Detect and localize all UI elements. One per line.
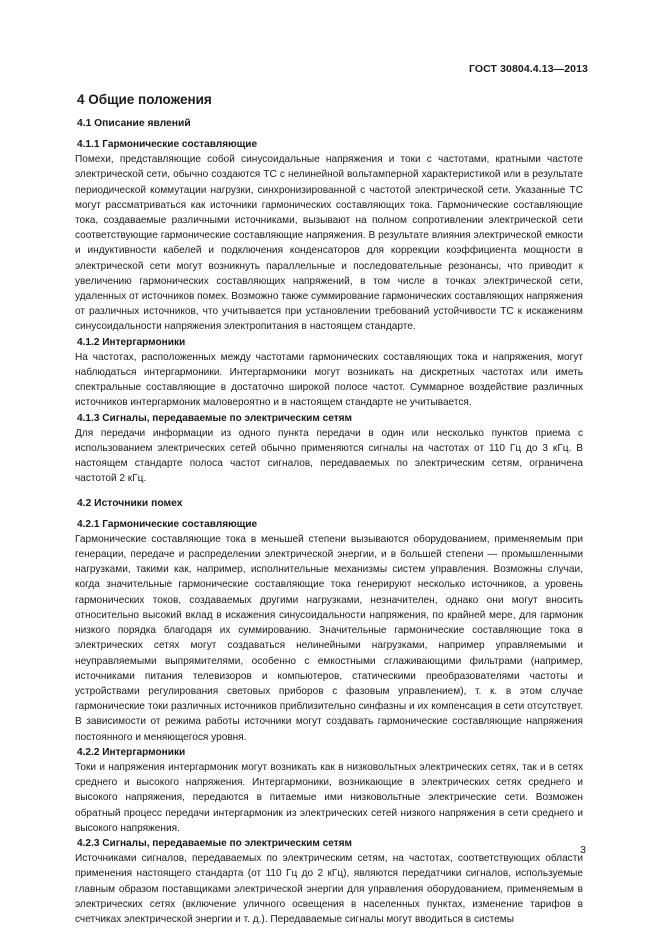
spacer (75, 487, 583, 496)
clause-heading-4-2-2: 4.2.2 Интергармоники (77, 746, 186, 758)
clause-text-4-2-1: Гармонические составляющие тока в меньшей степени вызываются оборудованием, применяемым при генерации, передаче и распределении электрической энергии, и в большей степени — промышленными нагрузками, такими как, например, исполнительные механизмы систем управления. Возможны случаи, когда значительные гармонические составляющие тока генерируют несколько источников, а уровень гармонических токов, создаваемых другими нагрузками, незначителен, однако они могут вносить относительно высокий вклад в искажения синусоидальности напряжения, по крайней мере, для гармоник низкого порядка благодаря их суммированию. Значительные гармонические составляющие тока в электрических сетях могут создаваться нелинейными нагрузками, например управляемыми и неуправляемыми выпрямителями, особенно с емкостными сглаживающими фильтрами (например, источниками питания телевизоров и компьютеров, статическими преобразователями частоты и устройствами регулирования световых приборов с фазовым управлением), т. к. в этом случае гармонические токи различных источников приблизительно синфазны и их компенсация в сети отсутствует. В зависимости от режима работы источники могут создавать гармонические составляющие напряжения постоянного и меняющегося уровня. (75, 533, 583, 743)
clause-heading-4-1-2: 4.1.2 Интергармоники (77, 336, 186, 348)
page-number: 3 (580, 844, 586, 856)
clause-heading-4-2-3: 4.2.3 Сигналы, передаваемые по электрическим сетям (77, 837, 353, 849)
clause-text-4-2-3: Источниками сигналов, передаваемых по электрическим сетям, на частотах, соответствующих области применения настоящего стандарта (от 110 Гц до 2 кГц), являются передатчики сигналов, используемые главным образом поставщиками электрической энергии для управления оборудованием, применяемым в электрических сетях (включение уличного освещения в населенных пунктах, изменение тарифов в счетчиках электрической энергии и т. д.). Передаваемые сигналы могут вводиться в системы (75, 853, 583, 925)
clause-heading-4-1-1: 4.1.1 Гармонические составляющие (77, 139, 258, 150)
subsection-title-4-1: 4.1 Описание явлений (77, 118, 191, 129)
clause-text-4-2-2: Токи и напряжения интергармоник могут возникать как в низковольтных электрических сетях, так и в сетях среднего и высокого напряжения. Интергармоники, возникающие в электрических сетях среднего и высокого напряжения, передаются в питаемые ими низковольтные электрические сети. Возможен обратный процесс передачи интергармоник из электрических сетей низкого напряжения в сети среднего и высокого напряжения. (75, 761, 583, 834)
document-body (75, 90, 583, 927)
clause-heading-4-2-1: 4.2.1 Гармонические составляющие (77, 518, 258, 530)
subsection-title-4-2: 4.2 Источники помех (77, 497, 183, 509)
clause-text-4-1-3: Для передачи информации из одного пункта передачи в один или несколько пунктов приема с использованием электрических сетей обычно применяются сигналы на частотах от 110 Гц до 3 кГц. В настоящем стандарте полоса частот сигналов, передаваемых по электрическим сетям, ограничена частотой 2 кГц. (75, 427, 583, 485)
section-title: 4 Общие положения (77, 92, 212, 107)
clause-text-4-1-2: На частотах, расположенных между частотами гармонических составляющих тока и напряжения, могут наблюдаться интергармоники. Интергармоники могут возникать на дискретных частотах или иметь спектральные составляющие в достаточно широкой полосе частот. Суммарное воздействие различных источников интергармоник маловероятно и в настоящем стандарте не учитывается. (75, 351, 583, 409)
clause-text-4-1-1: Помехи, представляющие собой синусоидальные напряжения и токи с частотами, кратными частоте электрической сети, обычно создаются ТС с нелинейной вольтамперной характеристикой или в результате периодической коммутации нагрузки, синхронизированной с частотой электрической сети. Указанные ТС могут рассматриваться как источники гармонических составляющих тока. Гармонические составляющие тока, создаваемые различными источниками, вызывают на полном сопротивлении электрической сети соответствующие гармонические составляющие напряжения. В результате влияния электрической емкости и индуктивности кабелей и подключения конденсаторов для коррекции коэффициента мощности в электрической сети могут возникнуть параллельные и последовательные резонансы, что приводит к увеличению гармонических составляющих напряжений, в том числе в точках электрической сети, удаленных от источников помех. Возможно также суммирование гармонических составляющих напряжения от различных источников, что учитывается при установлении требований устойчивости ТС к искажениям синусоидальности напряжения электропитания в настоящем стандарте. (75, 154, 583, 333)
document-identifier: ГОСТ 30804.4.13—2013 (468, 63, 588, 75)
clause-heading-4-1-3: 4.1.3 Сигналы, передаваемые по электрическим сетям (77, 412, 353, 424)
